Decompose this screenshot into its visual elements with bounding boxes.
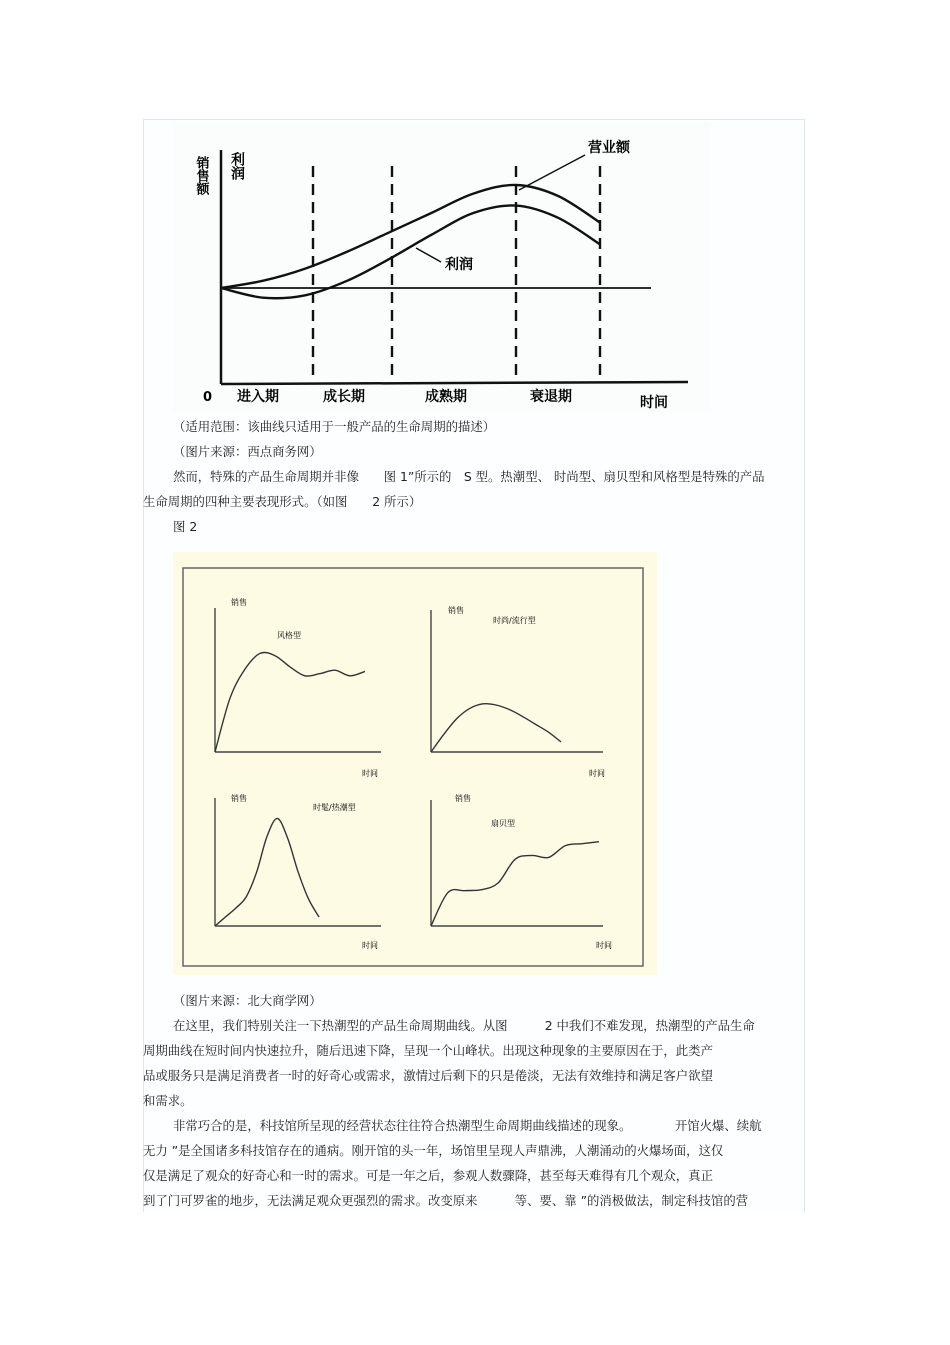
revenue-label-pointer (519, 155, 585, 190)
panel-title: 时髦/热潮型 (313, 803, 356, 812)
paragraph-line: 仅是满足了观众的好奇心和一时的需求。可是一年之后，参观人数骤降，甚至每天难得有几个观众，真正 (143, 1168, 713, 1183)
figure-1-svg (173, 122, 711, 413)
stage-label: 成熟期 (425, 389, 467, 405)
paragraph-line: 然而，特殊的产品生命周期并非像 图 1”所示的 S 型。热潮型、 时尚型、扇贝型和风格型是特殊的产品 (173, 469, 765, 484)
paragraph-line: 周期曲线在短时间内快速拉升，随后迅速下降，呈现一个山峰状。出现这种现象的主要原因在于，此类产 (143, 1043, 713, 1058)
caption-source-2: （图片来源：北大商学网） (173, 993, 322, 1008)
paragraph-line: 生命周期的四种主要表现形式。（如图 2 所示） (143, 494, 422, 509)
panel-ylabel: 销售 (231, 598, 247, 607)
caption-source-1: （图片来源：西点商务网） (173, 444, 322, 459)
panel-title: 时尚/流行型 (493, 616, 536, 625)
paragraph-line: 和需求。 (143, 1093, 193, 1108)
caption-scope: （适用范围：该曲线只适用于一般产品的生命周期的描述） (173, 419, 496, 434)
panel-xlabel: 时间 (589, 769, 605, 778)
paragraph-line: 非常巧合的是，科技馆所呈现的经营状态往往符合热潮型生命周期曲线描述的现象。 开馆火爆、续航 (173, 1118, 762, 1133)
stage-label: 进入期 (237, 389, 279, 405)
figure-2-svg (173, 552, 657, 975)
paragraph-line: 品或服务只是满足消费者一时的好奇心或需求，激情过后剩下的只是倦淡，无法有效维持和满足客户欲望 (143, 1068, 713, 1083)
stage-label: 衰退期 (530, 389, 572, 405)
panel-xlabel: 时间 (596, 941, 612, 950)
origin-label: 0 (203, 390, 213, 405)
y-label-sales: 销售额 (193, 156, 209, 195)
paragraph-line: 无力 ”是全国诸多科技馆存在的通病。刚开馆的头一年，场馆里呈现人声鼎沸，人潮涌动的火爆场面，这仅 (143, 1143, 724, 1158)
fad-curve (215, 818, 319, 926)
figure-2-special-cycles (173, 552, 657, 975)
revenue-curve (221, 185, 600, 288)
fig1-x-axis (221, 382, 688, 384)
stage-label: 成长期 (323, 389, 365, 405)
panel-xlabel: 时间 (362, 941, 378, 950)
panel-ylabel: 销售 (231, 794, 247, 803)
fig2-frame (183, 568, 643, 966)
x-axis-label: 时间 (640, 395, 668, 411)
scallop-curve (431, 842, 599, 926)
y-label-profit: 利润 (229, 152, 245, 180)
panel-title: 风格型 (277, 631, 301, 640)
panel-ylabel: 销售 (455, 794, 471, 803)
figure-1-life-cycle-chart (173, 122, 711, 413)
revenue-label: 营业额 (588, 140, 630, 156)
profit-label: 利润 (445, 257, 473, 273)
panel-xlabel: 时间 (362, 769, 378, 778)
panel-ylabel: 销售 (448, 606, 464, 615)
style-curve (215, 652, 365, 752)
profit-curve (221, 205, 600, 298)
fashion-curve (431, 704, 561, 752)
paragraph-line: 到了门可罗雀的地步，无法满足观众更强烈的需求。改变原来 等、要、靠 ”的消极做法，制定科技馆的营 (143, 1193, 749, 1208)
paragraph-line: 在这里，我们特别关注一下热潮型的产品生命周期曲线。从图 2 中我们不难发现，热潮型的产品生命 (173, 1018, 755, 1033)
figure-2-title: 图 2 (173, 519, 198, 534)
panel-title: 扇贝型 (491, 819, 515, 828)
profit-label-pointer (416, 248, 441, 262)
